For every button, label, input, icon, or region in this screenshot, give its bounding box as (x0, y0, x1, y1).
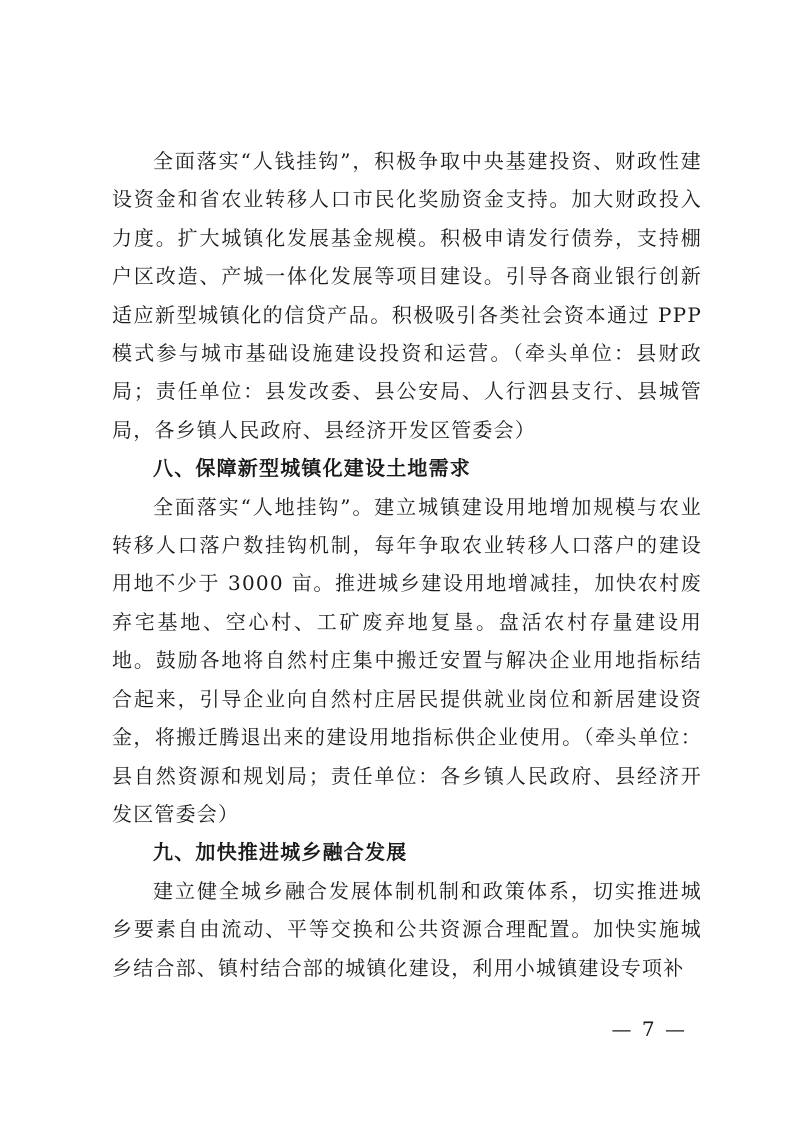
section-heading: 九、加快推进城乡融合发展 (153, 840, 408, 865)
document-body (112, 142, 702, 987)
section-heading: 八、保障新型城镇化建设土地需求 (153, 456, 471, 481)
page-number: — 7 — (611, 1017, 687, 1041)
body-paragraph: 全面落实“人钱挂钩”，积极争取中央基建投资、财政性建设资金和省农业转移人口市民化奖励资金支持。加大财政投入力度。扩大城镇化发展基金规模。积极申请发行债券，支持棚户区改造、产城一体化发展等项目建设。引导各商业银行创新适应新型城镇化的信贷产品。积极吸引各类社会资本通过 PPP 模式参与城市基础设施建设投资和运营。（牵头单位：县财政局；责任单位：县发改委、县公安局、人行泗县支行、县城管局，各乡镇人民政府、县经济开发区管委会） (112, 149, 702, 442)
body-paragraph: 建立健全城乡融合发展体制机制和政策体系，切实推进城乡要素自由流动、平等交换和公共资源合理配置。加快实施城乡结合部、镇村结合部的城镇化建设，利用小城镇建设专项补 (112, 878, 702, 980)
body-paragraph: 全面落实“人地挂钩”。建立城镇建设用地增加规模与农业转移人口落户数挂钩机制，每年争取农业转移人口落户的建设用地不少于 3000 亩。推进城乡建设用地增减挂，加快农村废弃宅基地、空心村、工矿废弃地复垦。盘活农村存量建设用地。鼓励各地将自然村庄集中搬迁安置与解决企业用地指标结合起来，引导企业向自然村庄居民提供就业岗位和新居建设资金，将搬迁腾退出来的建设用地指标供企业使用。（牵头单位：县自然资源和规划局；责任单位：各乡镇人民政府、县经济开发区管委会） (112, 494, 702, 826)
